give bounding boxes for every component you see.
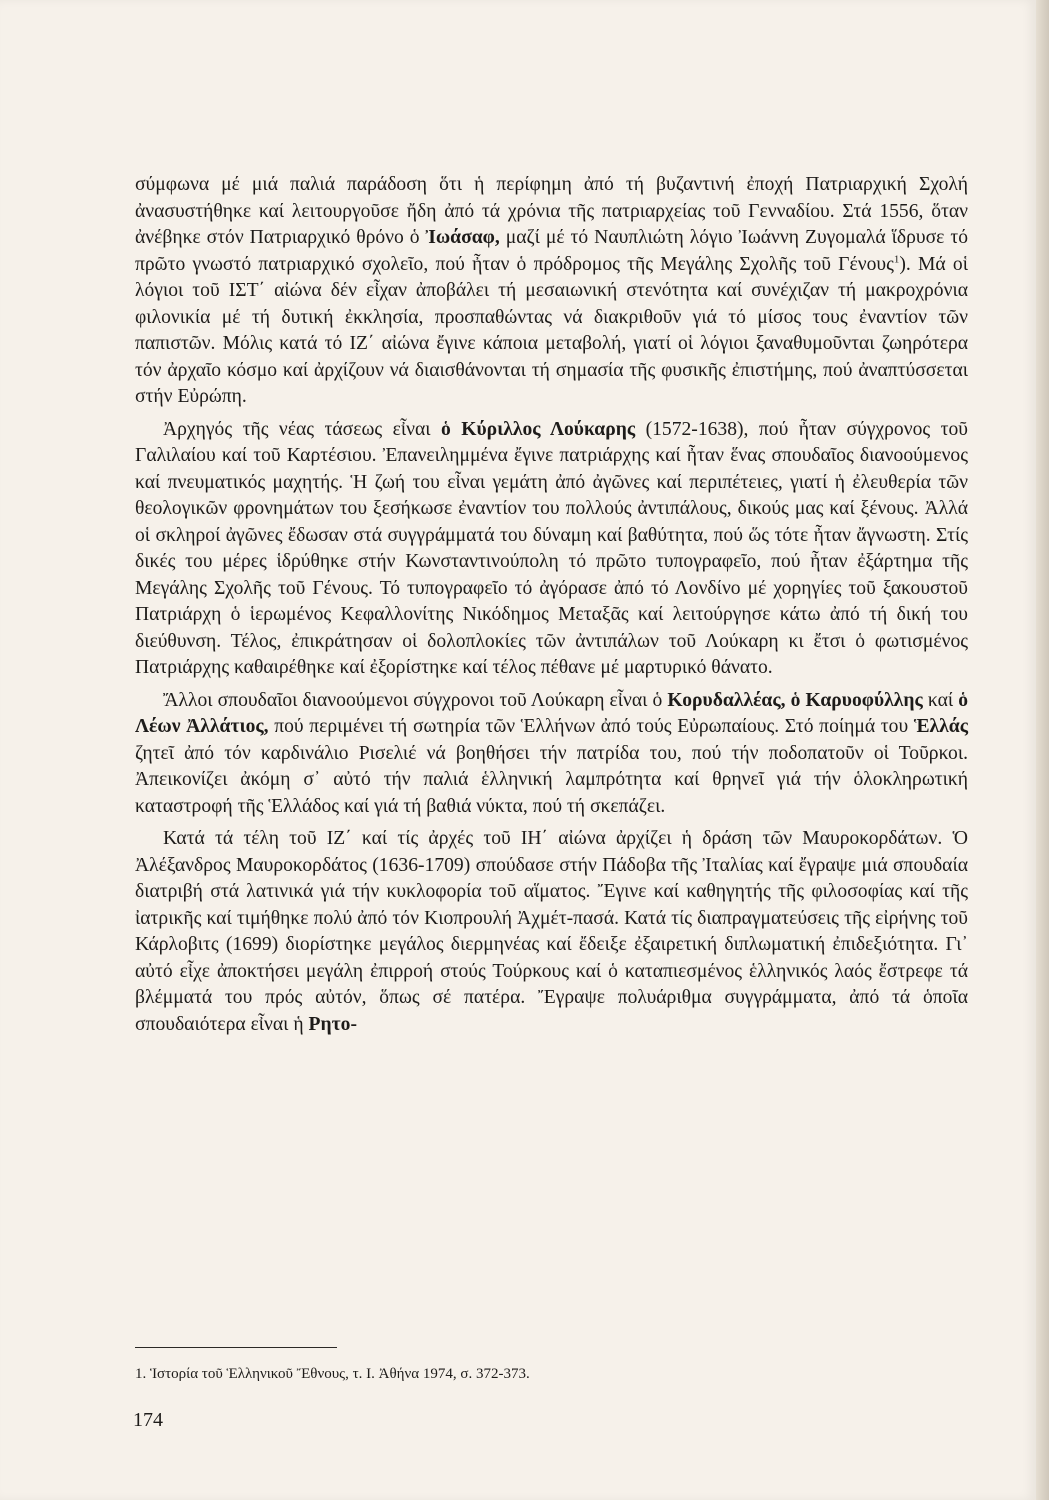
body-text	[135, 172, 968, 1038]
paragraph-2	[135, 417, 968, 682]
text-run: Ἄλλοι σπουδαῖοι διανοούμενοι σύγχρονοι τοῦ Λούκαρη εἶναι ὁ	[163, 689, 668, 711]
bold-name-ioasaf: Ἰωάσαφ,	[425, 227, 500, 248]
text-run: Ἀρχηγός τῆς νέας τάσεως εἶναι	[163, 418, 441, 440]
bold-title-ellas: Ἑλλάς	[913, 716, 968, 737]
text-run: πού περιμένει τή σωτηρία τῶν Ἑλλήνων ἀπό τούς Εὐρωπαίους. Στό ποίημά του	[268, 716, 914, 737]
paragraph-4	[135, 826, 968, 1038]
page-number: 174	[133, 1409, 163, 1431]
text-run: Κατά τά τέλη τοῦ ΙΖ΄ καί τίς ἀρχές τοῦ ΙΗ΄ αἰώνα ἀρχίζει ἡ δράση τῶν Μαυροκορδάτων. Ὁ Ἀλέξανδρος Μαυροκορδάτος (1636-1709) σπούδασε στήν Πάδοβα τῆς Ἰταλίας καί ἔγραψε μιά σπουδαία διατριβή στά λατινικά γιά τήν κυκλοφορία τοῦ αἵματος. Ἔγινε καί καθηγητής τῆς φιλοσοφίας καί τῆς ἰατρικῆς καί τιμήθηκε πολύ ἀπό τόν Κιοπρουλή Ἀχμέτ-πασά. Κατά τίς διαπραγματεύσεις τῆς εἰρήνης τοῦ Κάρλοβιτς (1699) διορίστηκε μεγάλος διερμηνέας καί ἔδειξε ἐξαιρετική διπλωματική ἐπιδεξιότητα. Γι᾿ αὐτό εἶχε ἀποκτήσει μεγάλη ἐπιρροή στούς Τούρκους καί ὁ καταπιεσμένος ἑλληνικός λαός ἔστρεφε τά βλέμματά του πρός αὐτόν, ὅπως σέ πατέρα. Ἔγραψε πολυάριθμα συγγράμματα, ἀπό τά ὁποῖα σπουδαιότερα εἶναι ἡ	[135, 828, 968, 1035]
paragraph-1	[135, 172, 968, 411]
text-run: σύμφωνα μέ μιά παλιά παράδοση ὅτι ἡ περίφημη ἀπό τή βυζαντινή ἐποχή Πατριαρχική Σχολή ἀνασυστήθηκε καί λειτουργοῦσε ἤδη ἀπό τά χρόνια τῆς πατριαρχείας τοῦ Γενναδίου. Στά 1556, ὅταν ἀνέβηκε στόν Πατριαρχικό θρόνο ὁ	[135, 174, 968, 248]
text-run: καί	[922, 689, 959, 711]
text-run: ζητεῖ ἀπό τόν καρδινάλιο Ρισελιέ νά βοηθήσει τήν πατρίδα του, πού τήν ποδοπατοῦν οἱ Τοῦρκοι. Ἀπεικονίζει ἀκόμη σ᾿ αὐτό τήν παλιά ἑλληνική λαμπρότητα καί θρηνεῖ γιά τήν ὁλοκληρωτική καταστροφή τῆς Ἑλλάδος καί γιά τή βαθιά νύκτα, πού τή σκεπάζει.	[135, 742, 968, 817]
text-run: (1572-1638), πού ἦταν σύγχρονος τοῦ Γαλιλαίου καί τοῦ Καρτέσιου. Ἐπανειλημμένα ἔγινε πατριάρχης καί ἦταν ἕνας σπουδαῖος διανοούμενος καί πνευματικός μαχητής. Ἡ ζωή του εἶναι γεμάτη ἀπό ἀγῶνες καί περιπέτειες, γιατί ἡ ἐλευθερία τῶν θεολογικῶν φρονημάτων του ξεσήκωσε ἐναντίον του πολλούς ἀντιπάλους, δικούς μας καί ξένους. Ἀλλά οἱ σκληροί ἀγῶνες ἔδωσαν στά συγγράμματά του δύναμη καί βαθύτητα, πού ὥς τότε ἦταν ἄγνωστη. Στίς δικές του μέρες ἱδρύθηκε στήν Κωνσταντινούπολη τό πρῶτο τυπογραφεῖο, πού ἦταν ἐξάρτημα τῆς Μεγάλης Σχολῆς τοῦ Γένους. Τό τυπογραφεῖο τό ἀγόρασε ἀπό τό Λονδίνο μέ χορηγίες τοῦ ξακουστοῦ Πατριάρχη ὁ ἱερωμένος Κεφαλλονίτης Νικόδημος Μεταξᾶς καί λειτούργησε κάτω ἀπό τή δική του διεύθυνση. Τέλος, ἐπικράτησαν οἱ δολοπλοκίες τῶν ἀντιπάλων τοῦ Λούκαρη κι ἔτσι ὁ φωτισμένος Πατριάρχης καθαιρέθηκε καί ἐξορίστηκε καί τέλος πέθανε μέ μαρτυρικό θάνατο.	[135, 418, 968, 678]
text-run: ). Μά οἱ λόγιοι τοῦ ΙΣΤ΄ αἰώνα δέν εἶχαν ἀποβάλει τή μεσαιωνική στενότητα καί συνέχιζαν τή μακροχρόνια φιλονικία μέ τή δυτική ἐκκλησία, προσπαθώντας νά διακριθοῦν γιά τό μίσος τους ἐναντίον τῶν παπιστῶν. Μόλις κατά τό ΙΖ΄ αἰώνα ἔγινε κάποια μεταβολή, γιατί οἱ λόγιοι ξαναθυμοῦνται ζωηρότερα τόν ἀρχαῖο κόσμο καί ἀρχίζουν νά διαισθάνονται τή σημασία τῆς φυσικῆς ἐπιστήμης, πού ἀναπτύσσεται στήν Εὐρώπη.	[135, 253, 968, 407]
bold-title-rhetoric: Ρητο-	[308, 1013, 357, 1035]
footnote-1: 1. Ἱστορία τοῦ Ἑλληνικοῦ Ἔθνους, τ. Ι. Ἀθήνα 1974, σ. 372-373.	[135, 1366, 530, 1382]
footnote-marker[interactable]: 1	[893, 252, 900, 265]
text-run: μαζί μέ τό Ναυπλιώτη λόγιο Ἰωάννη Ζυγομαλά ἵδρυσε τό πρῶτο γνωστό πατριαρχικό σχολεῖο, πού ἦταν ὁ πρόδρομος τῆς Μεγάλης Σχολῆς τοῦ Γένους	[135, 227, 968, 275]
bold-name-allatios: ὁ Λέων Ἀλλάτιος,	[135, 689, 968, 737]
paragraph-3	[135, 688, 968, 821]
bold-name-loukaris: ὁ Κύριλλος Λούκαρης	[440, 418, 636, 440]
footnote-divider	[135, 1347, 337, 1348]
page-edge	[1036, 0, 1049, 1500]
bold-name-korydalleas: Κορυδαλλέας, ὁ Καρυοφύλλης	[667, 689, 923, 711]
